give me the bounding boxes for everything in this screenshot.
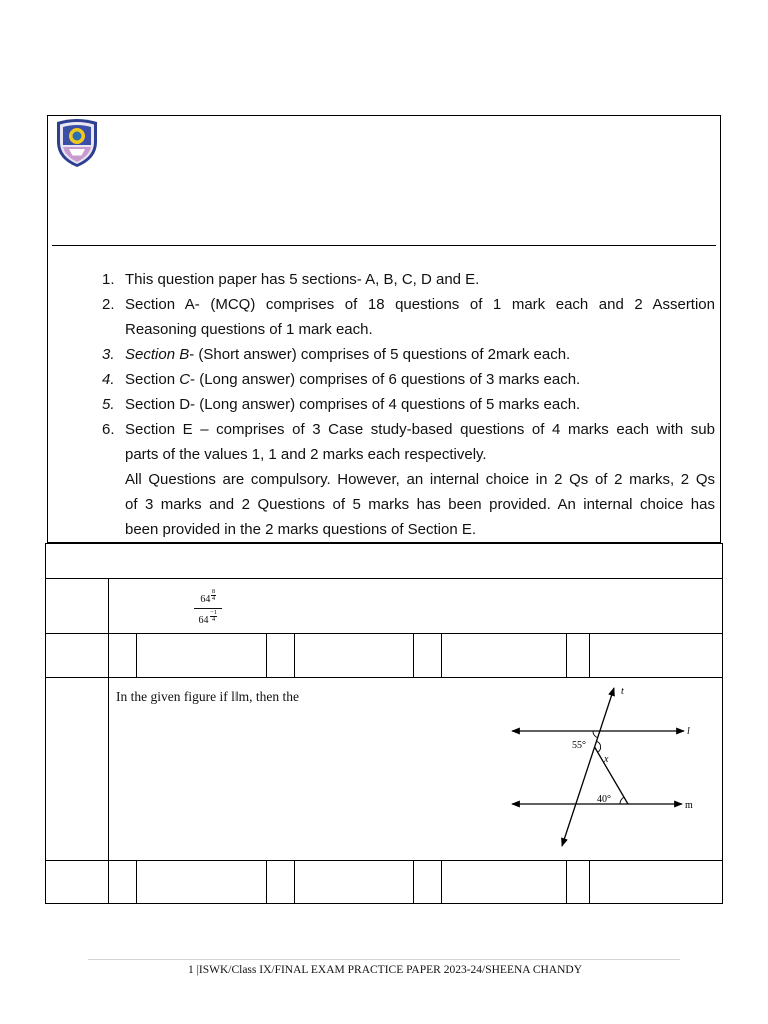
instructions-note: All Questions are compulsory. However, an internal choice in 2 Qs of 2 marks, 2 Qs of 3 marks and 2 Questions of 5 marks has been provided. An internal choice has been provided in the 2 marks questions of Section E.: [125, 471, 715, 538]
option-d-cell: [590, 861, 723, 904]
label-l: l: [687, 726, 690, 737]
blank-cell: [46, 634, 109, 678]
question-text-cell: [109, 579, 723, 634]
fraction-denominator: 64 −1 4: [198, 609, 217, 626]
instruction-text: This question paper has 5 sections- A, B, C, D and E.: [125, 271, 480, 288]
section-name: Section B: [125, 346, 190, 363]
option-a-cell: [137, 634, 267, 678]
option-d-label-cell: [567, 861, 590, 904]
label-angle-55: 55°: [572, 740, 586, 751]
instruction-number: 5.: [102, 396, 115, 413]
option-a-label-cell: [109, 861, 137, 904]
instruction-item: [97, 417, 715, 467]
instructions-list: [97, 267, 715, 542]
question-row: [46, 678, 723, 861]
option-c-cell: [442, 634, 567, 678]
footer-divider: [88, 959, 680, 960]
instruction-text: Section A- (MCQ) comprises of 18 questions of 1 mark each and 2 Assertion: [125, 296, 715, 313]
fraction-bar: [194, 608, 222, 609]
options-row: [46, 861, 723, 904]
option-b-label-cell: [267, 861, 295, 904]
section-name: C: [179, 371, 191, 388]
label-angle-x: x: [604, 754, 609, 765]
instruction-number: 6.: [102, 421, 115, 438]
exponent: −1 4: [210, 609, 217, 623]
option-a-cell: [137, 861, 267, 904]
label-m: m: [685, 800, 693, 811]
question-number-cell: [46, 579, 109, 634]
option-d-cell: [590, 634, 723, 678]
option-c-cell: [442, 861, 567, 904]
option-a-label-cell: [109, 634, 137, 678]
page-footer: 1 |ISWK/Class IX/FINAL EXAM PRACTICE PAPER 2023-24/SHEENA CHANDY: [187, 964, 583, 976]
section-heading-cell: [46, 544, 723, 579]
header-divider: [52, 245, 716, 246]
section-heading-row: [46, 544, 723, 579]
blank-cell: [46, 861, 109, 904]
question-table: [45, 543, 723, 904]
options-row: [46, 634, 723, 678]
exponent: 8 4: [211, 588, 216, 602]
label-t: t: [621, 686, 624, 697]
question-row: [46, 579, 723, 634]
instruction-text: Section D- (Long answer) comprises of 4 questions of 5 marks each.: [125, 396, 581, 413]
instruction-text: Reasoning questions of 1 mark each.: [125, 321, 373, 338]
instruction-item: [97, 367, 715, 392]
label-angle-40: 40°: [597, 794, 611, 805]
option-c-label-cell: [414, 861, 442, 904]
option-b-label-cell: [267, 634, 295, 678]
angle-arc-bottom: [620, 797, 624, 804]
angle-arc-top: [593, 731, 598, 738]
instruction-text: parts of the values 1, 1 and 2 marks each respectively.: [125, 446, 487, 463]
option-d-label-cell: [567, 634, 590, 678]
instruction-item: [97, 342, 715, 367]
instruction-text: Section E – comprises of 3 Case study-based questions of 4 marks each with sub: [125, 421, 715, 438]
question-text: In the given figure if l‖m, then the: [116, 689, 299, 704]
instruction-text: Section B- (Short answer) comprises of 5 questions of 2mark each.: [125, 346, 571, 363]
option-c-label-cell: [414, 634, 442, 678]
option-b-cell: [295, 634, 414, 678]
option-b-cell: [295, 861, 414, 904]
instruction-number: 1.: [102, 271, 115, 288]
fraction-numerator: 64 8 4: [200, 588, 216, 605]
fraction-expression: [194, 589, 222, 627]
question-number-cell: [46, 678, 109, 861]
instruction-item: [97, 292, 715, 342]
school-crest-icon: [55, 118, 99, 168]
instruction-item: [97, 267, 715, 292]
parallel-lines-figure: [504, 682, 716, 852]
instruction-item: [97, 392, 715, 417]
instruction-text: Section C- (Long answer) comprises of 6 questions of 3 marks each.: [125, 371, 581, 388]
question-text-cell: [109, 678, 723, 861]
instruction-number: 3.: [102, 346, 115, 363]
instruction-number: 4.: [102, 371, 115, 388]
instruction-number: 2.: [102, 296, 115, 313]
